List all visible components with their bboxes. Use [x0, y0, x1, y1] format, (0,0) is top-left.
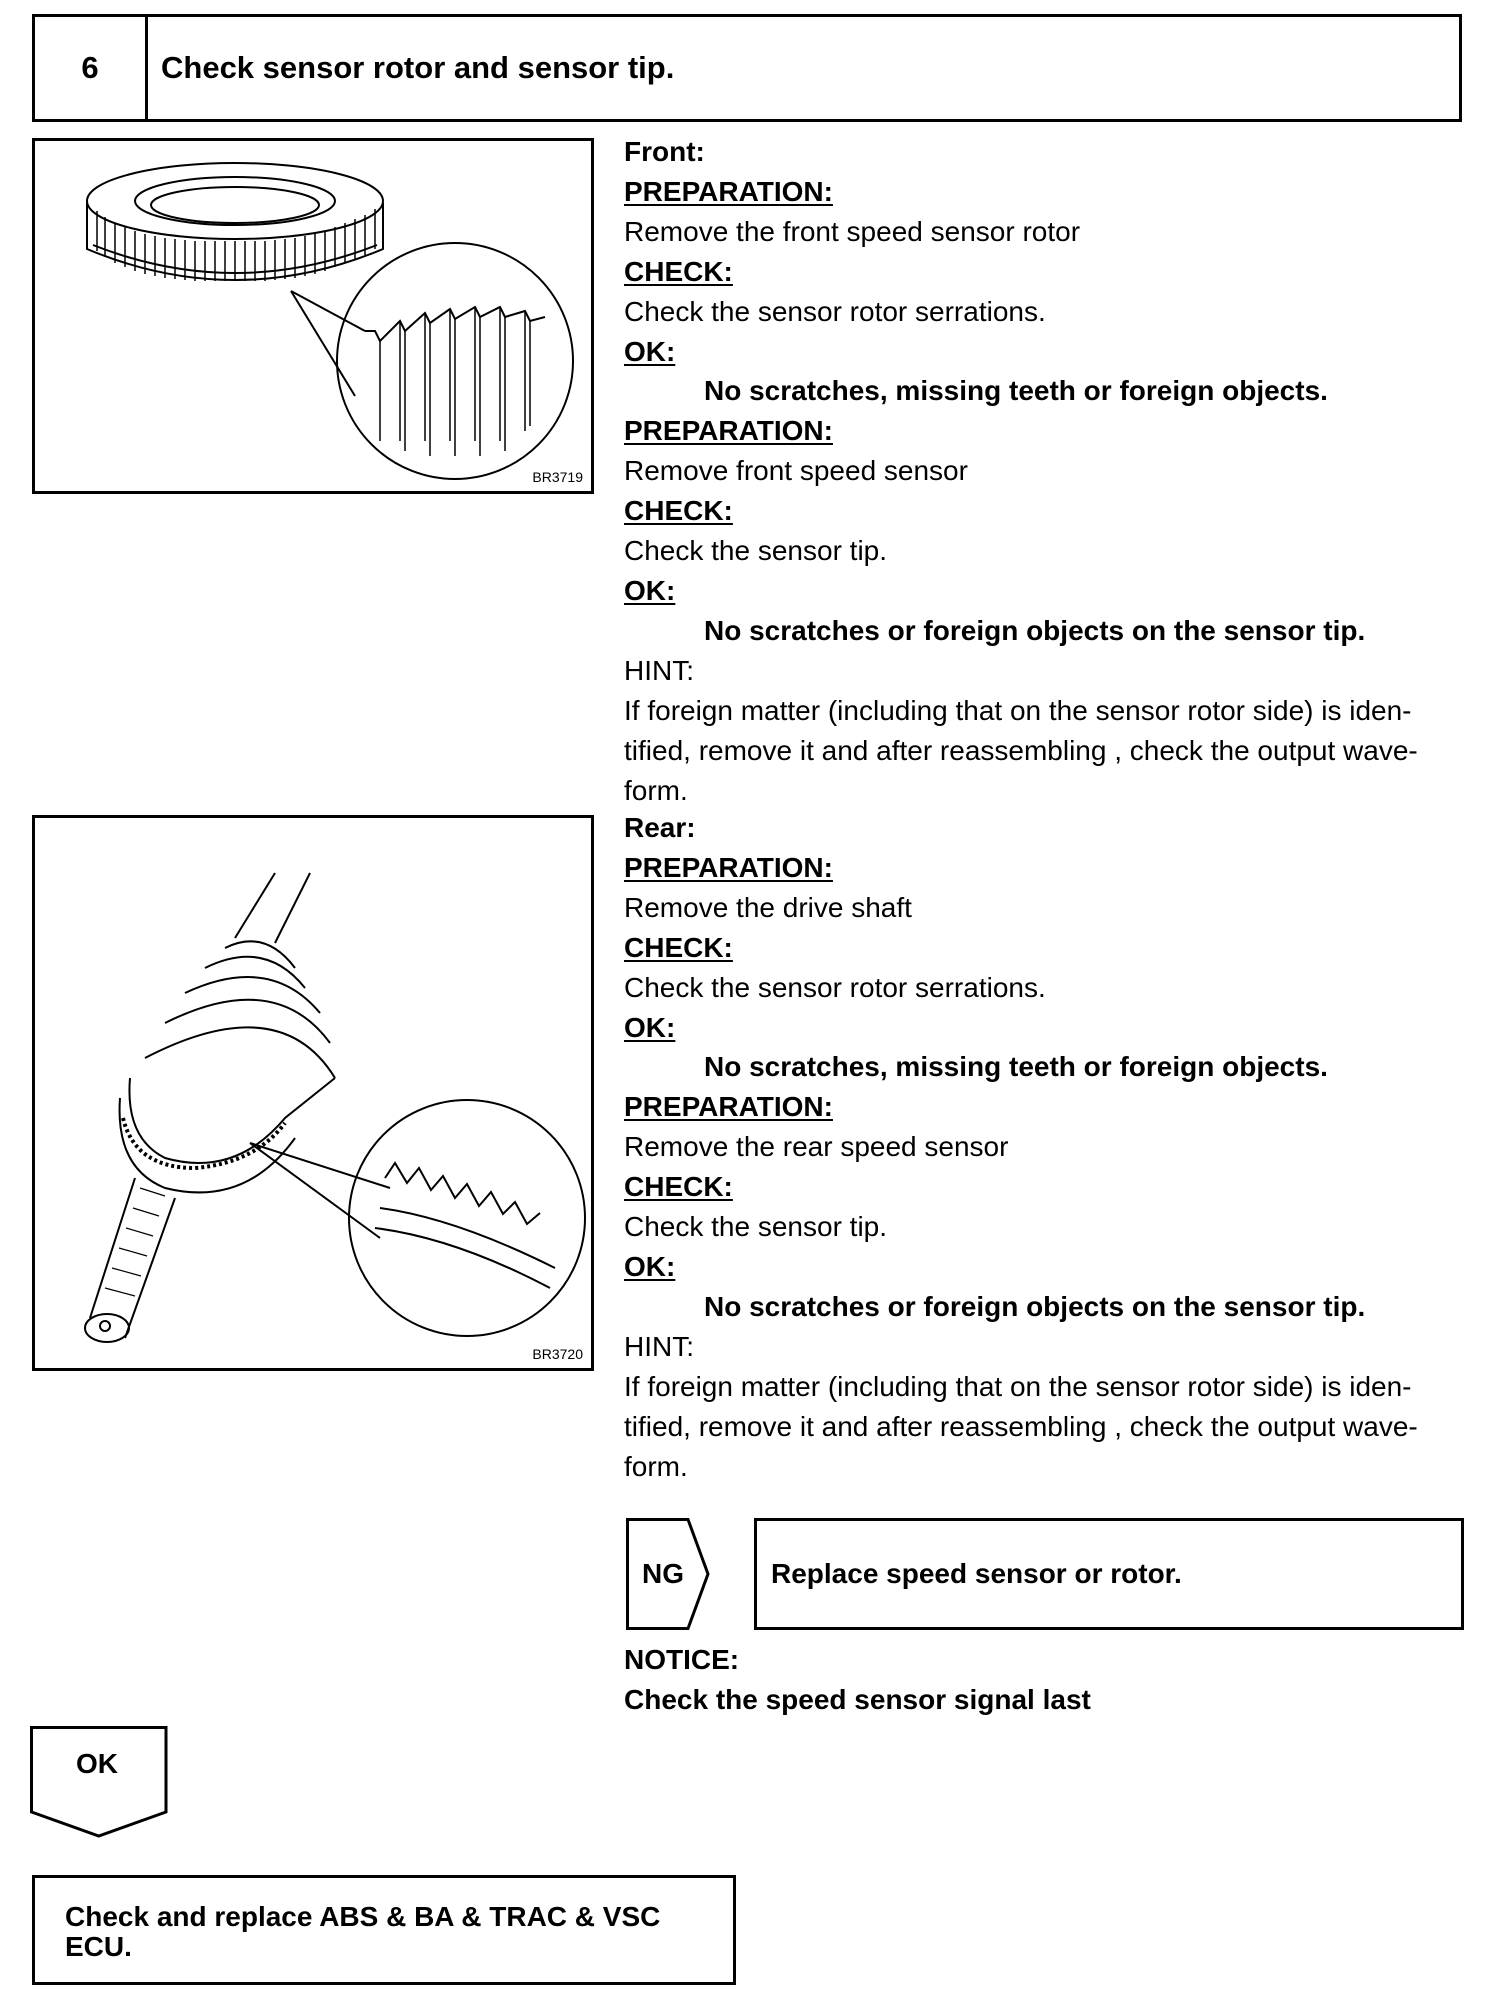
ok-criteria: No scratches or foreign objects on the sensor tip. [704, 614, 1366, 646]
hint-label: HINT: [624, 654, 694, 686]
hint-label: HINT: [624, 1330, 694, 1362]
hint-text: If foreign matter (including that on the sensor rotor side) is iden- [624, 1370, 1412, 1402]
hint-text: If foreign matter (including that on the sensor rotor side) is iden- [624, 694, 1412, 726]
next-step-text: ECU. [65, 1931, 132, 1962]
hint-text: tified, remove it and after reassembling , check the output wave- [624, 1410, 1418, 1442]
step-title: Check sensor rotor and sensor tip. [161, 50, 675, 85]
drive-shaft-rotor-illustration [35, 818, 591, 1368]
rear-heading: Rear: [624, 812, 696, 843]
notice-label: NOTICE: [624, 1644, 740, 1675]
check-label: CHECK: [624, 1171, 733, 1203]
preparation-label: PREPARATION: [624, 1091, 833, 1123]
preparation-text: Remove front speed sensor [624, 455, 968, 487]
ok-flow-label: OK [76, 1748, 118, 1779]
ok-arrow-shape [30, 1726, 170, 1838]
preparation-text: Remove the drive shaft [624, 891, 912, 923]
ok-criteria: No scratches, missing teeth or foreign objects. [704, 375, 1328, 407]
check-text: Check the sensor rotor serrations. [624, 295, 1046, 327]
preparation-label: PREPARATION: [624, 851, 833, 883]
ok-label: OK: [624, 1250, 676, 1282]
front-rotor-figure [32, 138, 594, 494]
check-text: Check the sensor tip. [624, 1211, 888, 1243]
hint-text: tified, remove it and after reassembling , check the output wave- [624, 734, 1418, 766]
step-number: 6 [35, 17, 148, 119]
next-step-box [32, 1875, 736, 1985]
notice [624, 1640, 1091, 1720]
notice-text: Check the speed sensor signal last [624, 1684, 1091, 1715]
front-heading: Front: [624, 136, 705, 167]
preparation-label: PREPARATION: [624, 415, 833, 447]
check-text: Check the sensor rotor serrations. [624, 971, 1046, 1003]
ok-label: OK: [624, 1011, 676, 1043]
front-instructions [624, 132, 1470, 810]
ng-label: NG [642, 1558, 684, 1589]
preparation-label: PREPARATION: [624, 175, 833, 207]
ok-label: OK: [624, 335, 676, 367]
step-header [32, 14, 1462, 122]
check-text: Check the sensor tip. [624, 535, 888, 567]
figure-code: BR3720 [532, 1346, 583, 1362]
rear-rotor-figure [32, 815, 594, 1371]
check-label: CHECK: [624, 931, 733, 963]
ok-criteria: No scratches or foreign objects on the sensor tip. [704, 1290, 1366, 1322]
ok-criteria: No scratches, missing teeth or foreign objects. [704, 1051, 1328, 1083]
preparation-text: Remove the rear speed sensor [624, 1131, 1009, 1163]
ng-flow-tag [626, 1518, 710, 1630]
ng-action-box [754, 1518, 1464, 1630]
preparation-text: Remove the front speed sensor rotor [624, 215, 1081, 247]
figure-code: BR3719 [532, 469, 583, 485]
ok-flow-tag [30, 1726, 170, 1838]
check-label: CHECK: [624, 495, 733, 527]
ok-label: OK: [624, 574, 676, 606]
check-label: CHECK: [624, 255, 733, 287]
rear-instructions [624, 808, 1470, 1486]
hint-text: form. [624, 1450, 688, 1482]
next-step-text: Check and replace ABS & BA & TRAC & VSC [65, 1901, 661, 1932]
sensor-rotor-gear-illustration [35, 141, 591, 491]
ng-action-text: Replace speed sensor or rotor. [771, 1558, 1182, 1589]
hint-text: form. [624, 774, 688, 806]
